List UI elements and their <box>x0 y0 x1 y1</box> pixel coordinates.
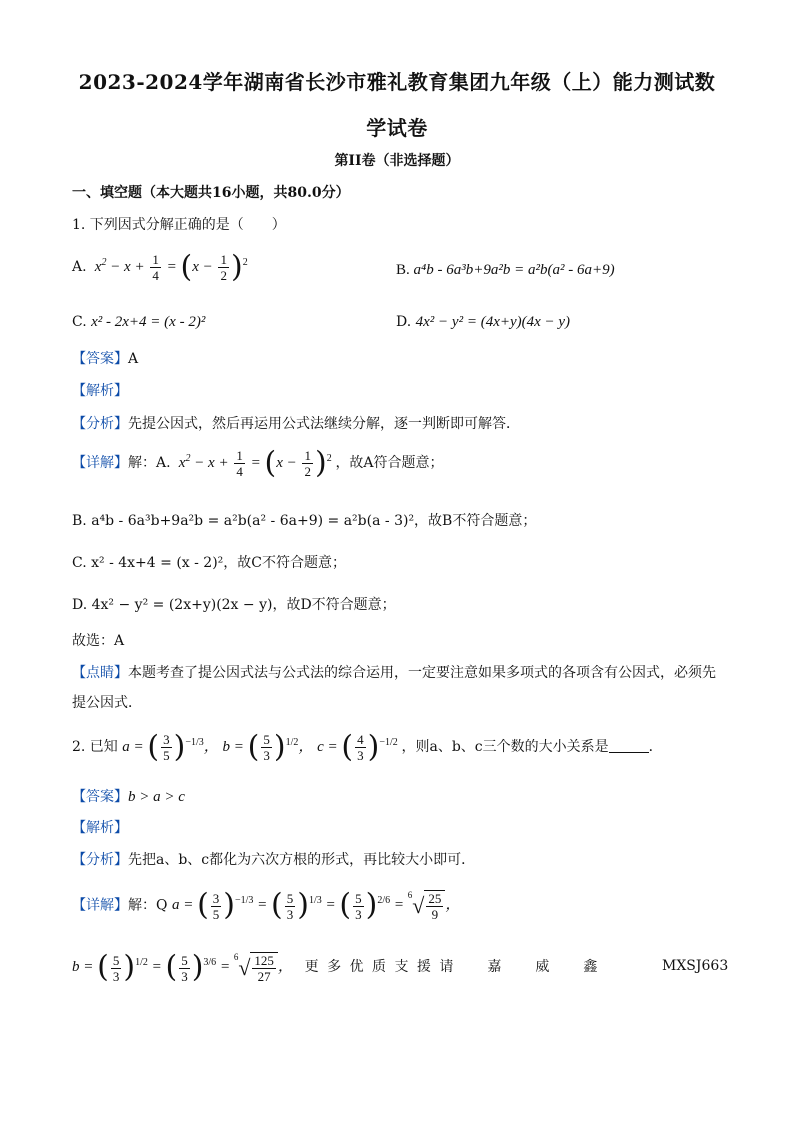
q1-answer <box>72 348 138 368</box>
q2-stem-suffix: ，则a、b、c三个数的大小关系是 <box>401 738 609 755</box>
q1-fenxi <box>72 413 520 433</box>
q2-answer <box>72 786 185 806</box>
q1-detail-a-prefix: 解：A. <box>128 454 171 471</box>
q1-option-d-label: D. <box>396 314 412 330</box>
q2-stem-prefix: 2. 已知 <box>72 738 118 755</box>
q2-answer-tag: 【答案】 <box>72 789 128 805</box>
q2-answer-value: b > a > c <box>128 789 185 805</box>
q1-detail-a-suffix: ，故A符合题意； <box>335 454 444 471</box>
q1-fenxi-tag: 【分析】 <box>72 416 128 432</box>
q2-analysis-tag: 【解析】 <box>72 820 128 836</box>
q2-answer-blank <box>609 752 649 753</box>
q1-fenxi-text: 先提公因式，然后再运用公式法继续分解，逐一判断即可解答． <box>128 416 520 432</box>
q1-option-c-label: C. <box>72 314 87 330</box>
q2-detail-b <box>72 952 599 984</box>
q2-detail-b-expr: b = ( $\frac{5}{3}$ )$^{1/2}$ = ( $\frac{5}{3}$ )$^{3/6}$ = $^6$√ $\frac{125}{27}$ ， <box>72 950 297 985</box>
q2-stem: 2. 已知 a = ( $\frac{3}{5}$ )$^{-1/3}$， b = ( $\frac{5}{3}$ )$^{1/2}$， c = ( $\frac{4}{3}$ )$^{-1/2}$ ，则a、b、c三个数的大小关系是 ． <box>72 729 663 765</box>
exam-title-line2: 学试卷 <box>366 116 428 140</box>
q2-fenxi-text: 先把a、b、c都化为六次方根的形式，再比较大小即可． <box>128 852 476 868</box>
q1-option-a <box>72 249 248 285</box>
q2-fenxi <box>72 849 475 869</box>
q1-option-b-expr: a⁴b - 6a³b+9a²b = a²b(a² - 6a+9) <box>413 262 615 278</box>
q2-fenxi-tag: 【分析】 <box>72 852 128 868</box>
exam-title-line1: 2023-2024学年湖南省长沙市雅礼教育集团九年级（上）能力测试数 <box>78 70 716 94</box>
q1-option-c-expr: x² - 2x+4 = (x - 2)² <box>91 314 206 330</box>
q1-option-a-expr: $x^2 - x$ + $\frac{1}{4}$ = (x − $\frac{1}{2}$ )$^2$ <box>91 249 248 285</box>
q1-option-b <box>396 262 615 279</box>
q1-detail-tag: 【详解】 <box>72 454 128 471</box>
q1-dianjing-cont: 提公因式． <box>72 695 142 711</box>
q1-option-d <box>396 314 570 331</box>
q2-detail-tag: 【详解】 <box>72 897 128 914</box>
section-title: 一、填空题（本大题共16小题，共80.0分） <box>72 185 350 201</box>
q1-choice: 故选：A <box>72 633 125 649</box>
q2-detail-a <box>72 890 460 922</box>
q1-answer-tag: 【答案】 <box>72 351 128 367</box>
promo-text: 更 多 优 质 支 援 请 嘉 威 鑫 <box>304 959 600 976</box>
q1-dianjing-tag: 【点睛】 <box>72 665 128 681</box>
q1-detail-a <box>72 445 444 481</box>
q1-detail-a-expr: $x^2 - x$ + $\frac{1}{4}$ = (x − $\frac{1}{2}$ )$^2$ <box>175 445 332 481</box>
q1-dianjing <box>72 662 716 682</box>
q1-detail-b: B. a⁴b - 6a³b+9a²b = a²b(a² - 6a+9) = a²b(a - 3)²，故B不符合题意； <box>72 513 537 529</box>
q1-option-a-label: A. <box>72 258 87 275</box>
q1-option-d-expr: 4x² − y² = (4x+y)(4x − y) <box>415 314 571 330</box>
volume-title: 第II卷（非选择题） <box>334 153 460 169</box>
q1-option-c <box>72 314 205 331</box>
q2-detail-prefix: 解：Q <box>128 897 168 914</box>
q1-analysis-tag: 【解析】 <box>72 383 128 399</box>
q2-given-values: a = ( $\frac{3}{5}$ )$^{-1/3}$， b = ( $\frac{5}{3}$ )$^{1/2}$， c = ( $\frac{4}{3}$ )$^{-1/2}$ <box>122 729 398 765</box>
q1-detail-d: D. 4x² − y² = (2x+y)(2x − y)，故D不符合题意； <box>72 597 396 613</box>
q1-stem: 1. 下列因式分解正确的是（ ） <box>72 217 286 233</box>
q1-answer-value: A <box>128 351 139 367</box>
q1-detail-c: C. x² - 4x+4 = (x - 2)²，故C不符合题意； <box>72 555 347 571</box>
q2-detail-a-expr: a = ( $\frac{3}{5}$ )$^{-1/3}$ = ( $\frac{5}{3}$ )$^{1/3}$ = ( $\frac{5}{3}$ )$^{2/6}$ = $^6$√ $\frac{25}{9}$ ， <box>171 888 461 923</box>
promo-code: MXSJ663 <box>662 958 729 974</box>
q1-dianjing-text: 本题考查了提公因式法与公式法的综合运用，一定要注意如果多项式的各项含有公因式，必须先 <box>128 665 716 681</box>
q1-option-b-label: B. <box>396 262 410 278</box>
